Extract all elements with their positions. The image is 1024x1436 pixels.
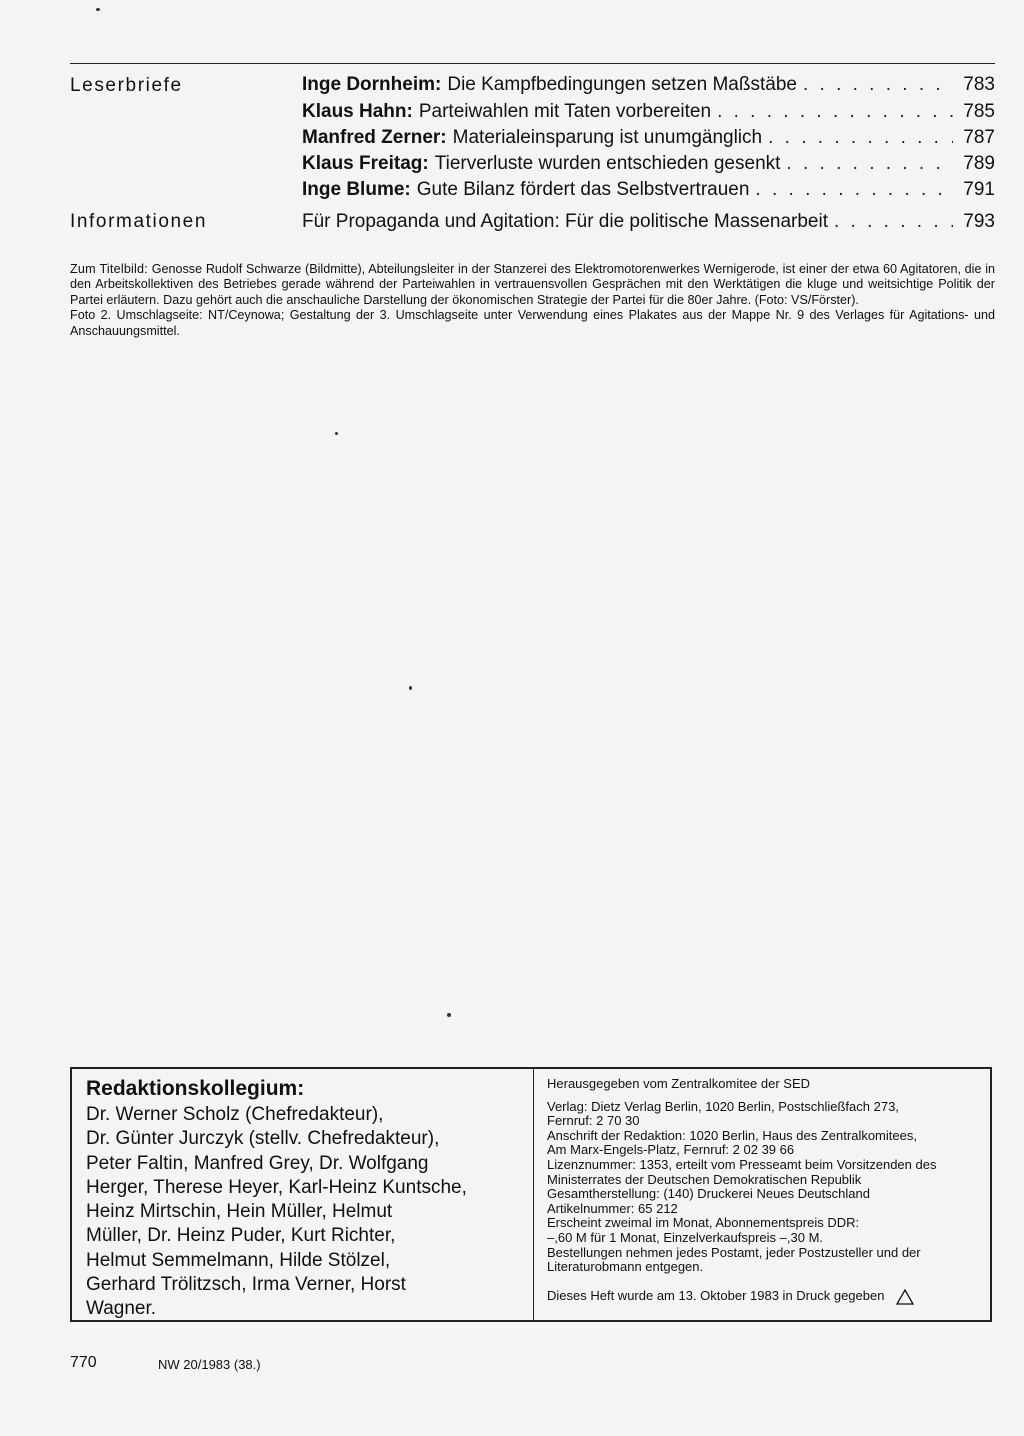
caption-text: Genosse Rudolf Schwarze (Bildmitte), Abteilungsleiter in der Stanzerei des Elektromotorenwerkes Wernigerode, ist einer der etwa 60 Agitatoren, die in den Arbeitskollektiven des Betriebes gerade während der Parteiwahlen in vertrauensvollen Gesprächen mit den Werktätigen die kluge und weitsichtige Politik der Partei erläutern. Dazu gehört auch die anschauliche Darstellung der ökonomischen Strategie der Partei für die 80er Jahre. (Foto: VS/Förster). (70, 262, 996, 307)
imprint (547, 1077, 987, 1305)
toc-entry[interactable] (302, 153, 995, 177)
toc-page: 787 (963, 127, 995, 148)
toc-entry[interactable] (302, 127, 995, 151)
toc-title: Tierverluste wurden entschieden gesenkt (434, 153, 781, 174)
scan-speck (335, 432, 338, 435)
imprint-line: Fernruf: 2 70 30 (547, 1113, 640, 1129)
member-line: Gerhard Trölitzsch, Irma Verner, Horst (86, 1274, 406, 1296)
imprint-line: Gesamtherstellung: (140) Druckerei Neues Deutschland (547, 1186, 870, 1202)
scan-speck (409, 686, 412, 690)
toc-leader (755, 179, 953, 201)
toc-entry[interactable] (302, 101, 995, 125)
toc-leader (803, 74, 953, 96)
print-note-row (547, 1289, 987, 1305)
toc-leader (768, 127, 953, 149)
scan-speck (447, 1013, 451, 1017)
toc-title: Die Kampfbedingungen setzen Maßstäbe (447, 74, 797, 95)
editorial-box (70, 1067, 992, 1322)
box-divider (533, 1069, 534, 1320)
scan-speck (96, 8, 100, 11)
imprint-line: Verlag: Dietz Verlag Berlin, 1020 Berlin, Postschließfach 273, (547, 1098, 899, 1114)
toc-title: Gute Bilanz fördert das Selbstvertrauen (416, 179, 750, 200)
toc-author: Manfred Zerner: (302, 127, 447, 148)
toc-title: Für Propaganda und Agitation: Für die politische Massenarbeit (302, 211, 828, 232)
cover-caption (70, 262, 995, 339)
imprint-line: Artikelnummer: 65 212 (547, 1200, 678, 1216)
toc-entry[interactable] (302, 74, 995, 98)
toc-author: Inge Dornheim: (302, 74, 442, 95)
toc-title: Materialeinsparung ist unumgänglich (452, 127, 763, 148)
editorial-members (86, 1103, 526, 1322)
toc-page: 783 (963, 74, 995, 95)
toc-page: 785 (963, 101, 995, 122)
triangle-icon (896, 1289, 914, 1305)
imprint-line: Literaturobmann entgegen. (547, 1259, 704, 1275)
member-line: Peter Faltin, Manfred Grey, Dr. Wolfgang (86, 1152, 429, 1174)
member-line: Heinz Mirtschin, Hein Müller, Helmut (86, 1201, 393, 1223)
member-line: Herger, Therese Heyer, Karl-Heinz Kuntsche, (86, 1176, 467, 1198)
imprint-line: Bestellungen nehmen jedes Postamt, jeder Postzusteller und der (547, 1244, 921, 1260)
imprint-line: Am Marx-Engels-Platz, Fernruf: 2 02 39 66 (547, 1142, 795, 1158)
top-rule (70, 63, 995, 64)
toc-page: 793 (963, 211, 995, 232)
imprint-publisher: Herausgegeben vom Zentralkomitee der SED (547, 1076, 811, 1091)
member-line: Dr. Günter Jurczyk (stellv. Chefredakteur), (86, 1128, 440, 1150)
toc-author: Klaus Freitag: (302, 153, 429, 174)
imprint-line: Anschrift der Redaktion: 1020 Berlin, Haus des Zentralkomitees, (547, 1127, 917, 1143)
toc-author: Inge Blume: (302, 179, 411, 200)
issue-info: NW 20/1983 (38.) (158, 1357, 261, 1372)
imprint-line: –,60 M für 1 Monat, Einzelverkaufspreis –,30 M. (547, 1229, 824, 1245)
imprint-line: Erscheint zweimal im Monat, Abonnementspreis DDR: (547, 1215, 860, 1231)
print-note: Dieses Heft wurde am 13. Oktober 1983 in Druck gegeben (547, 1288, 885, 1304)
editorial-heading: Redaktionskollegium: (86, 1077, 305, 1100)
toc-page: 791 (963, 179, 995, 200)
member-line: Wagner. (86, 1298, 157, 1320)
photo-credit: Foto 2. Umschlagseite: NT/Ceynowa; Gestaltung der 3. Umschlagseite unter Verwendung eines Plakates aus der Mappe Nr. 9 des Verlages für Agitations- und Anschauungsmittel. (70, 308, 995, 338)
imprint-line: Ministerrates der Deutschen Demokratischen Republik (547, 1171, 862, 1187)
section-label-informationen: Informationen (70, 211, 207, 232)
toc-entry[interactable] (302, 179, 995, 203)
member-line: Dr. Werner Scholz (Chefredakteur), (86, 1104, 384, 1125)
member-line: Helmut Semmelmann, Hilde Stölzel, (86, 1249, 391, 1271)
toc-author: Klaus Hahn: (302, 101, 413, 122)
toc-page: 789 (963, 153, 995, 174)
toc-leader (834, 211, 953, 233)
editorial-board (86, 1075, 526, 1322)
toc-title: Parteiwahlen mit Taten vorbereiten (418, 101, 712, 122)
section-label-leserbriefe: Leserbriefe (70, 75, 183, 96)
member-line: Müller, Dr. Heinz Puder, Kurt Richter, (86, 1225, 396, 1247)
toc-leader (786, 153, 953, 175)
page-number: 770 (70, 1354, 97, 1371)
toc-leader (717, 101, 953, 123)
imprint-line: Lizenznummer: 1353, erteilt vom Presseamt beim Vorsitzenden des (547, 1156, 937, 1172)
caption-lead: Zum Titelbild: (70, 262, 148, 276)
toc-entry[interactable] (302, 211, 995, 235)
